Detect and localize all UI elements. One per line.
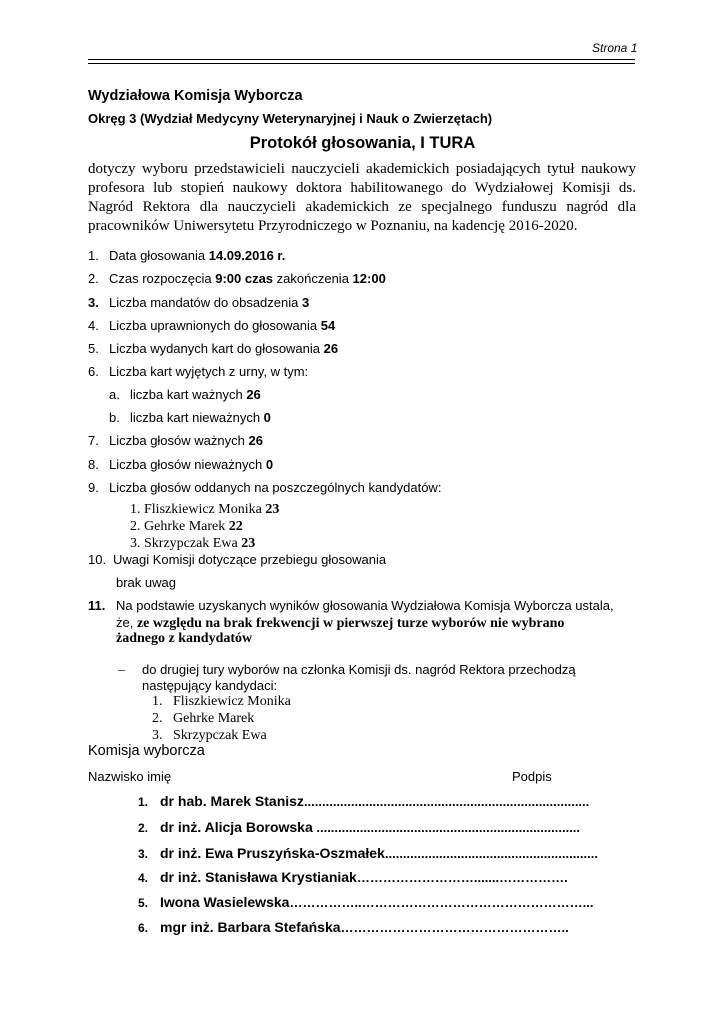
item-4 [88, 318, 335, 333]
candidate-votes: 23 [241, 536, 256, 551]
signatory-number: 5. [138, 896, 149, 910]
item-number: 10. [88, 552, 107, 567]
item11-line3: żadnego z kandydatów [116, 631, 253, 646]
committee-name: Wydziałowa Komisja Wyborcza [88, 88, 303, 104]
signatory-row [138, 894, 594, 910]
candidate-vote-row [130, 536, 255, 552]
candidate-number: 1. [130, 502, 141, 517]
signatory-number: 3. [138, 847, 149, 861]
signature-line: ......................................................................... [312, 820, 581, 835]
signatory-number: 2. [138, 821, 149, 835]
second-round-line2: następujący kandydaci: [142, 678, 278, 693]
item11-line2 [116, 614, 564, 632]
item-number: 7. [88, 433, 99, 448]
item-label: liczba kart nieważnych [130, 410, 264, 425]
second-round-candidate [152, 694, 291, 710]
item11-line2-plain: że, [116, 615, 137, 630]
item-3 [88, 295, 309, 310]
item-value: 54 [320, 318, 336, 333]
item-value: 26 [246, 387, 261, 402]
item-number: 9. [88, 480, 99, 495]
signatory-name: dr inż. Ewa Pruszyńska-Oszmałek [160, 845, 385, 861]
item-number: b. [109, 410, 120, 425]
candidate-number: 2. [130, 519, 141, 534]
second-round-candidate [152, 711, 254, 727]
signatory-number: 4. [138, 871, 149, 885]
signatory-name: dr hab. Marek Stanisz [160, 793, 304, 809]
item-value: 0 [263, 410, 271, 425]
item-label: Liczba głosów oddanych na poszczególnych kandydatów: [109, 480, 442, 495]
second-round-candidate [152, 728, 267, 744]
candidate-vote-row [130, 502, 279, 518]
signature-line: …………………………………………….. [340, 920, 569, 935]
commission-label: Komisja wyborcza [88, 743, 205, 759]
signatory-name: dr inż. Alicja Borowska [160, 819, 313, 835]
intro-paragraph: dotyczy wyboru przedstawicieli nauczycieli akademickich posiadających tytuł naukowy profesora lub stopień naukowy doktora habilitowanego do Wydziałowej Komisji ds. Nagród Rektora dla nauczycieli akademickich ze specjalnego funduszu nagród dla pracowników Uniwersytetu Przyrodniczego w Poznaniu, na kadencję 2016-2020. [88, 161, 636, 234]
signatory-row [138, 845, 598, 861]
item-label: Czas rozpoczęcia [109, 271, 216, 286]
signature-line: ……………………….......……………. [356, 870, 568, 885]
signatory-name: Iwona Wasielewska [160, 894, 290, 910]
item-6 [88, 364, 308, 379]
item-number: 11. [88, 598, 106, 613]
signatory-row [138, 919, 569, 935]
item-label: Liczba uprawnionych do głosowania [109, 318, 321, 333]
item-label: Liczba głosów nieważnych [109, 457, 266, 472]
item-number: 2. [88, 271, 99, 286]
candidate-votes: 22 [228, 519, 243, 534]
item-number: 8. [88, 457, 99, 472]
candidate-name: Gehrke Marek [144, 519, 229, 534]
signatory-name: dr inż. Stanisława Krystianiak [160, 869, 357, 885]
signatory-row [138, 819, 580, 835]
item-number: a. [109, 387, 120, 402]
signature-line: ............................................................................... [303, 794, 590, 809]
candidate-vote-row [130, 519, 243, 535]
signatory-number: 1. [138, 795, 149, 809]
item-2 [88, 271, 386, 286]
item-label: Liczba wydanych kart do głosowania [109, 341, 324, 356]
remarks-text: brak uwag [116, 575, 176, 590]
candidate-name: Fliszkiewicz Monika [144, 502, 266, 517]
candidate-number: 2. [152, 711, 163, 726]
item-9 [88, 480, 441, 495]
item-6a [109, 387, 261, 402]
item-label: Uwagi Komisji dotyczące przebiegu głosowania [113, 552, 387, 567]
item-label: Liczba kart wyjętych z urny, w tym: [109, 364, 309, 379]
candidate-number: 3. [152, 728, 163, 743]
item-value: 14.09.2016 r. [208, 248, 286, 263]
item-number: 4. [88, 318, 99, 333]
page-number: Strona 1 [592, 41, 638, 55]
candidate-name: Skrzypczak Ewa [144, 536, 242, 551]
item-value: 26 [248, 433, 263, 448]
item-label: zakończenia [273, 271, 353, 286]
item-value: 26 [323, 341, 339, 356]
item-8 [88, 457, 273, 472]
document-title: Protokół głosowania, I TURA [249, 134, 476, 152]
item11-line2-bold: ze względu na brak frekwencji w pierwszej turze wyborów nie wybrano [136, 616, 565, 631]
signatory-row [138, 869, 568, 885]
item-10 [88, 552, 386, 567]
item-number: 1. [88, 248, 99, 263]
item-value: 0 [265, 457, 274, 472]
item-6b [109, 410, 271, 425]
item-number: 5. [88, 341, 99, 356]
column-signature-label: Podpis [512, 769, 552, 784]
dash-bullet: – [118, 662, 126, 677]
signatory-row [138, 793, 589, 809]
item-value: 3 [301, 295, 310, 310]
item-label: Data głosowania [109, 248, 209, 263]
second-round-line1 [118, 662, 576, 677]
signature-line: ........................................................... [384, 846, 598, 861]
item-value: 12:00 [352, 271, 386, 286]
candidate-number: 3. [130, 536, 141, 551]
column-name-label: Nazwisko imię [88, 769, 172, 784]
candidate-name: Skrzypczak Ewa [173, 728, 267, 743]
item-number: 6. [88, 364, 99, 379]
item-1 [88, 248, 285, 263]
item-label: Liczba głosów ważnych [109, 433, 249, 448]
candidate-name: Gehrke Marek [173, 711, 255, 726]
item-number: 3. [88, 295, 99, 310]
candidate-name: Fliszkiewicz Monika [173, 694, 291, 709]
item-11 [88, 598, 614, 613]
candidate-votes: 23 [265, 502, 280, 517]
item-label: liczba kart ważnych [130, 387, 247, 402]
item-label: Liczba mandatów do obsadzenia [109, 295, 302, 310]
second-round-text: do drugiej tury wyborów na członka Komisji ds. nagród Rektora przechodzą [142, 662, 576, 677]
signatory-number: 6. [138, 921, 149, 935]
signatory-name: mgr inż. Barbara Stefańska [160, 919, 341, 935]
item-5 [88, 341, 338, 356]
signature-line: ……………..……………………………………………... [289, 895, 594, 910]
candidate-number: 1. [152, 694, 163, 709]
item11-line1: Na podstawie uzyskanych wyników głosowania Wydziałowa Komisja Wyborcza ustala, [116, 598, 614, 613]
header-double-rule [88, 59, 635, 64]
item-7 [88, 433, 263, 448]
district-line: Okręg 3 (Wydział Medycyny Weterynaryjnej i Nauk o Zwierzętach) [88, 111, 493, 126]
item-value: 9:00 czas [215, 271, 274, 286]
